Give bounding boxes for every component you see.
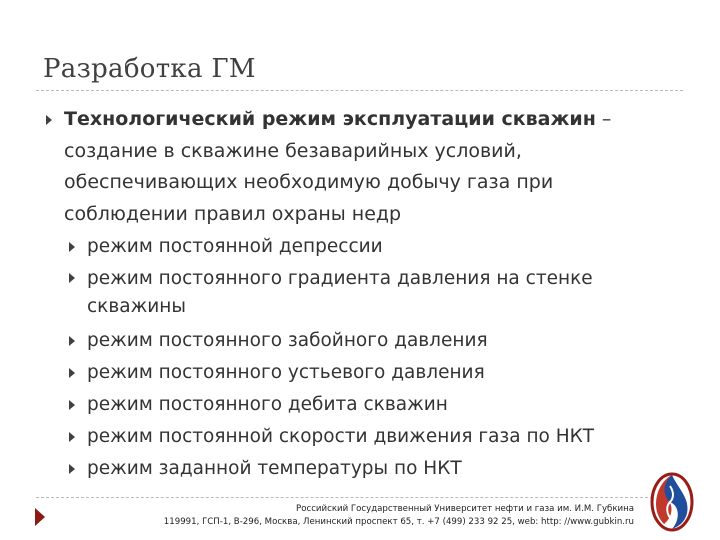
sub-bullet-text: режим постоянного градиента давления на стенке скважины bbox=[87, 268, 593, 317]
nav-arrow-icon[interactable] bbox=[35, 508, 45, 526]
footer-address: 119991, ГСП-1, В-296, Москва, Ленинский проспект 65, т. +7 (499) 233 92 25, web: http: //www.gubkin.ru bbox=[163, 517, 634, 527]
sub-bullet bbox=[44, 325, 664, 357]
footer-university: Российский Государственный Университет нефти и газа им. И.М. Губкина bbox=[296, 504, 634, 514]
main-bullet-term: Технологический режим эксплуатации скважин bbox=[64, 108, 596, 130]
sub-bullet bbox=[44, 357, 664, 389]
bullet-triangle-icon bbox=[69, 336, 75, 346]
footer bbox=[164, 503, 634, 529]
bullet-triangle-icon bbox=[69, 464, 75, 474]
bullet-triangle-icon bbox=[69, 400, 75, 410]
main-bullet-definition: создание в скважине безаварийных условий, обеспечивающих необходимую добычу газа при соблюдении правил охраны недр bbox=[64, 139, 554, 225]
main-bullet-dash: – bbox=[595, 108, 612, 130]
university-logo bbox=[650, 472, 694, 532]
sub-bullet-text: режим заданной температуры по НКТ bbox=[87, 458, 462, 479]
sub-bullet bbox=[44, 389, 664, 421]
sub-bullet-list bbox=[44, 231, 664, 485]
bullet-triangle-icon bbox=[69, 273, 75, 283]
sub-bullet-text: режим постоянной депрессии bbox=[87, 236, 383, 257]
bullet-triangle-icon bbox=[69, 432, 75, 442]
bullet-triangle-icon bbox=[69, 242, 75, 252]
slide-title: Разработка ГМ bbox=[43, 54, 256, 84]
bullet-triangle-icon bbox=[46, 115, 52, 125]
sub-bullet bbox=[44, 231, 664, 263]
bullet-triangle-icon bbox=[69, 368, 75, 378]
sub-bullet-text: режим постоянного забойного давления bbox=[87, 330, 488, 351]
footer-divider bbox=[36, 497, 683, 498]
sub-bullet-text: режим постоянного устьевого давления bbox=[87, 362, 485, 383]
sub-bullet-text: режим постоянной скорости движения газа по НКТ bbox=[87, 426, 595, 447]
sub-bullet bbox=[44, 453, 664, 485]
sub-bullet-text: режим постоянного дебита скважин bbox=[87, 394, 448, 415]
main-bullet bbox=[44, 104, 664, 230]
title-divider bbox=[36, 90, 683, 91]
slide-content bbox=[44, 104, 664, 485]
sub-bullet bbox=[44, 263, 664, 325]
sub-bullet bbox=[44, 421, 664, 453]
